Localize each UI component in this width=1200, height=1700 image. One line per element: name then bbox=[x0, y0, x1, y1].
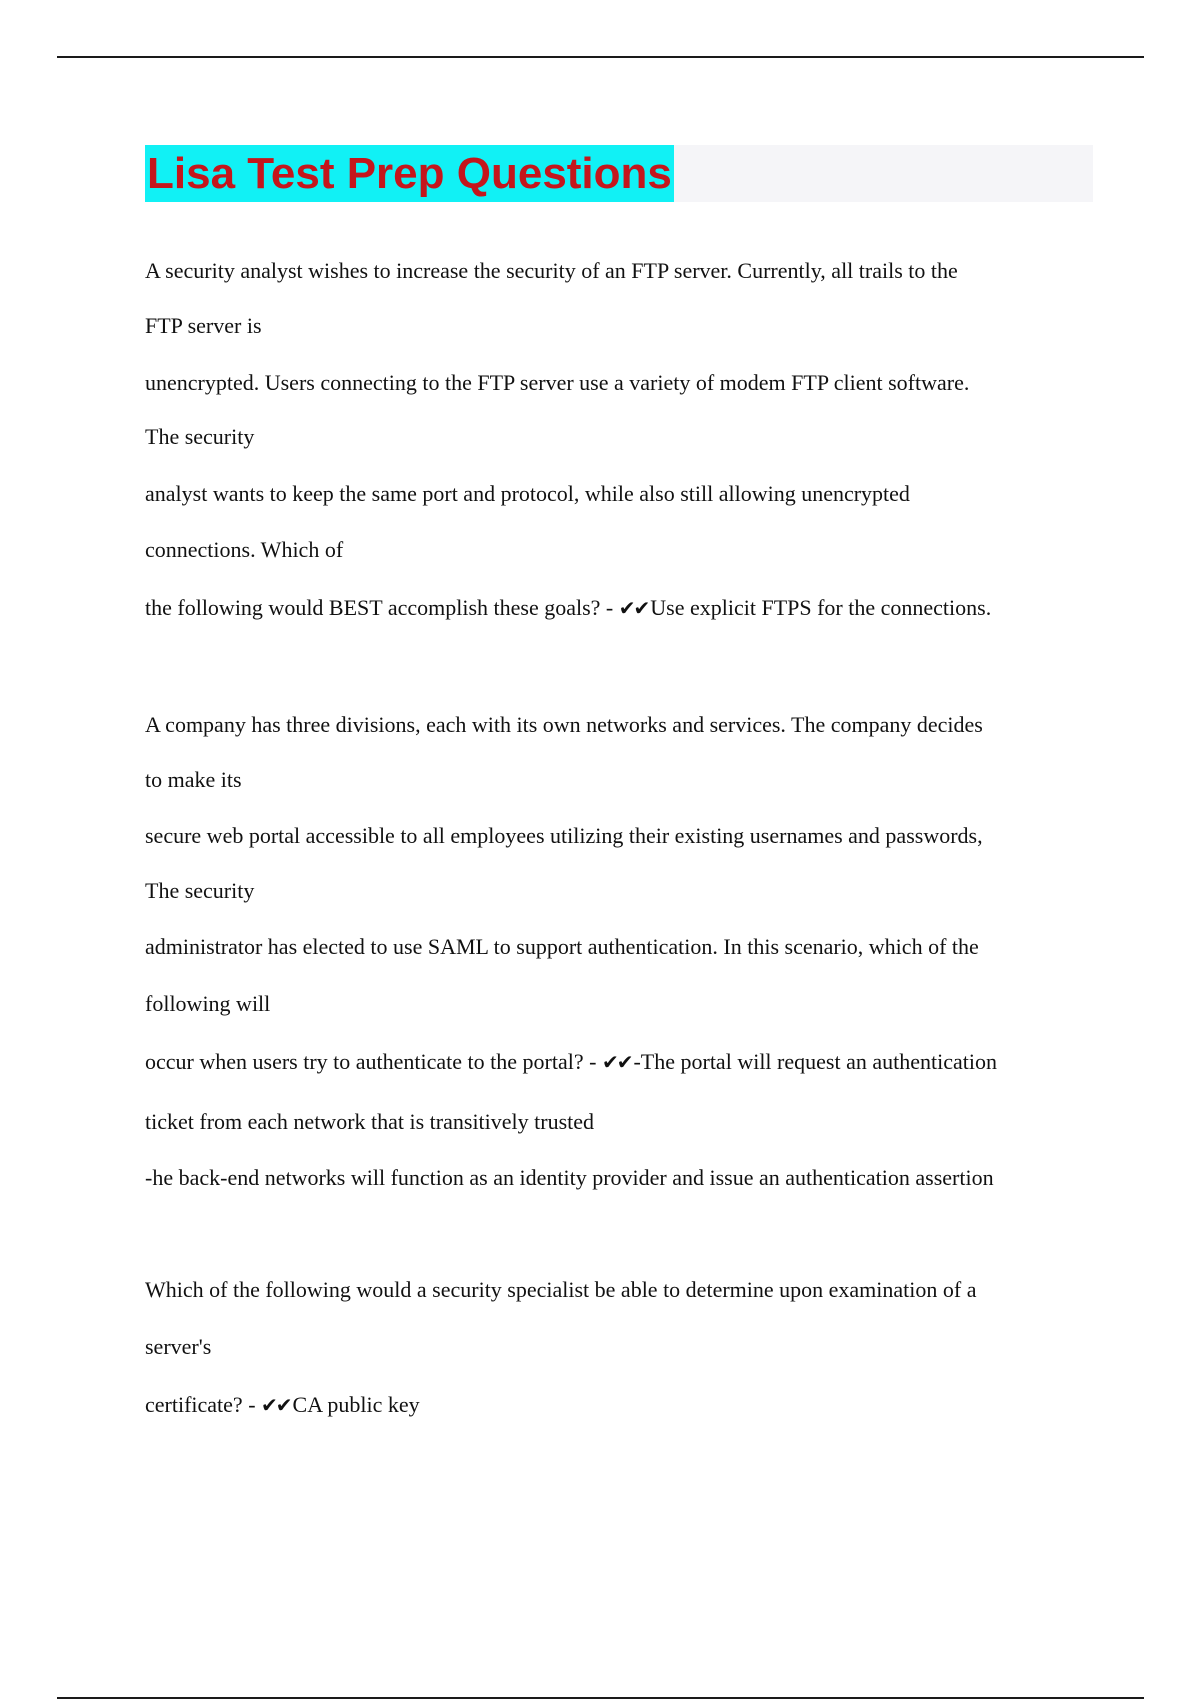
check-mark-icon: ✔✔ bbox=[618, 596, 649, 620]
question-2-line-5: administrator has elected to use SAML to support authentication. In this scenario, which of the bbox=[145, 934, 979, 959]
question-1-line-3: unencrypted. Users connecting to the FTP server use a variety of modem FTP client software. bbox=[145, 370, 970, 395]
question-1-answer: Use explicit FTPS for the connections. bbox=[650, 595, 992, 620]
question-2-answer-line-3: -he back-end networks will function as an identity provider and issue an authentication assertion bbox=[145, 1165, 994, 1190]
question-2-line-4: The security bbox=[145, 878, 255, 903]
check-mark-icon: ✔✔ bbox=[601, 1050, 632, 1074]
bottom-rule bbox=[57, 1697, 1144, 1699]
page-title: Lisa Test Prep Questions bbox=[145, 145, 674, 202]
question-1-line-4: The security bbox=[145, 424, 255, 449]
question-1-answer-line bbox=[145, 594, 991, 622]
question-2-prompt-end: occur when users try to authenticate to the portal? - bbox=[145, 1049, 602, 1074]
question-2-line-1: A company has three divisions, each with its own networks and services. The company decides bbox=[145, 712, 983, 737]
question-1-line-1: A security analyst wishes to increase the security of an FTP server. Currently, all trails to the bbox=[145, 258, 958, 283]
question-2-line-2: to make its bbox=[145, 767, 242, 792]
question-2-answer: -The portal will request an authentication bbox=[633, 1049, 997, 1074]
question-3-line-1: Which of the following would a security specialist be able to determine upon examination of a bbox=[145, 1277, 977, 1302]
question-2-line-6: following will bbox=[145, 991, 271, 1016]
top-rule bbox=[57, 56, 1144, 58]
question-2-line-3: secure web portal accessible to all employees utilizing their existing usernames and passwords, bbox=[145, 823, 983, 848]
check-mark-icon: ✔✔ bbox=[261, 1393, 291, 1417]
question-2-answer-line-2: ticket from each network that is transitively trusted bbox=[145, 1109, 595, 1134]
question-2-answer-line bbox=[145, 1048, 997, 1076]
question-3-answer-line bbox=[145, 1391, 420, 1419]
question-1-line-2: FTP server is bbox=[145, 313, 262, 338]
question-1-line-6: connections. Which of bbox=[145, 537, 344, 562]
question-3-line-2: server's bbox=[145, 1334, 212, 1359]
question-1-prompt-end: the following would BEST accomplish these goals? - bbox=[145, 595, 619, 620]
question-3-answer: CA public key bbox=[292, 1392, 420, 1417]
question-1-line-5: analyst wants to keep the same port and protocol, while also still allowing unencrypted bbox=[145, 481, 910, 506]
question-3-prompt-end: certificate? - bbox=[145, 1392, 262, 1417]
